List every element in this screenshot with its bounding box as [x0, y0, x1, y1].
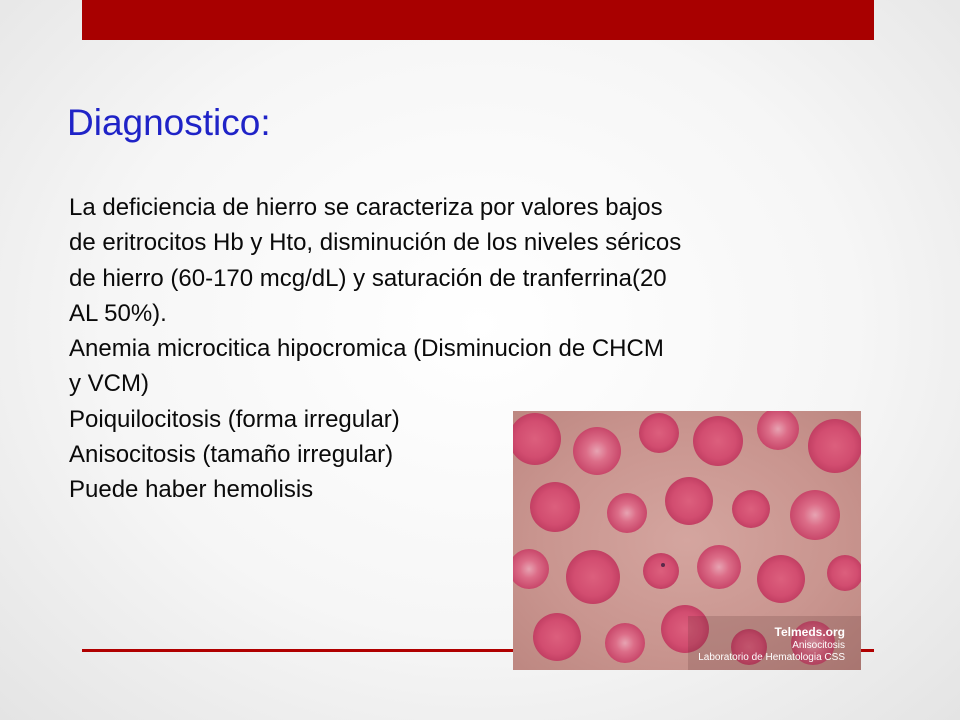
body-line: Anemia microcitica hipocromica (Disminucion de CHCM: [69, 335, 664, 363]
body-line: La deficiencia de hierro se caracteriza por valores bajos: [69, 194, 663, 221]
top-accent-bar: [82, 0, 874, 40]
body-line: de hierro (60-170 mcg/dL) y saturación de tranferrina(20: [69, 264, 667, 292]
image-caption-lab: Laboratorio de Hematologia CSS: [698, 652, 845, 663]
slide-title: Diagnostico:: [67, 102, 271, 143]
blood-smear-image: [513, 411, 861, 670]
body-line: de eritrocitos Hb y Hto, disminución de los niveles séricos: [69, 229, 682, 257]
image-caption-source: Telmeds.org: [774, 625, 845, 639]
body-line: AL 50%).: [69, 299, 167, 327]
image-caption-label: Anisocitosis: [792, 640, 845, 651]
body-line: Anisocitosis (tamaño irregular): [69, 441, 394, 469]
body-line: Poiquilocitosis (forma irregular): [69, 405, 400, 433]
body-line: y VCM): [69, 370, 149, 398]
body-line: Puede haber hemolisis: [69, 476, 314, 504]
